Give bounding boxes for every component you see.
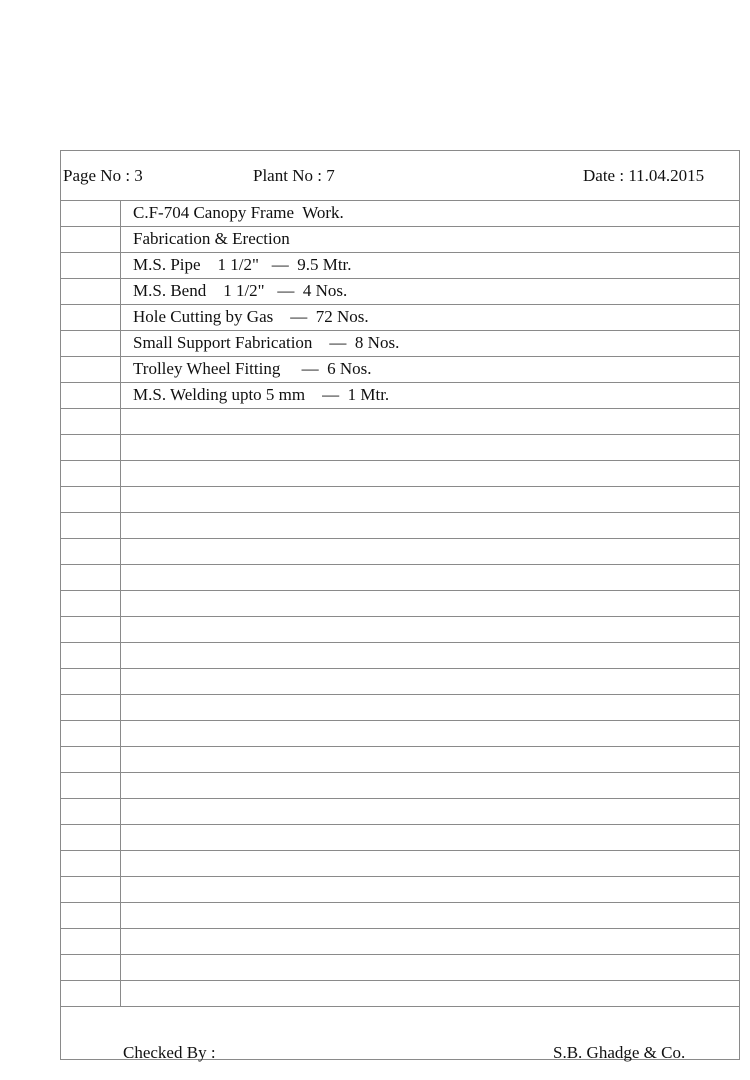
serial-cell <box>61 409 121 434</box>
table-row <box>61 227 739 253</box>
table-row <box>61 591 739 617</box>
table-row <box>61 409 739 435</box>
serial-cell <box>61 617 121 642</box>
serial-cell <box>61 461 121 486</box>
table-row <box>61 903 739 929</box>
table-row <box>61 539 739 565</box>
serial-cell <box>61 513 121 538</box>
sheet-header <box>61 151 739 201</box>
serial-cell <box>61 487 121 512</box>
table-row <box>61 565 739 591</box>
serial-cell <box>61 721 121 746</box>
item-description: Trolley Wheel Fitting — 6 Nos. <box>133 359 372 378</box>
item-description: Small Support Fabrication — 8 Nos. <box>133 333 400 352</box>
work-sheet <box>60 150 740 1060</box>
serial-cell <box>61 903 121 928</box>
serial-cell <box>61 799 121 824</box>
table-row <box>61 825 739 851</box>
table-row <box>61 877 739 903</box>
serial-cell <box>61 435 121 460</box>
table-row <box>61 955 739 981</box>
item-description: C.F-704 Canopy Frame Work. <box>133 203 344 222</box>
table-row <box>61 253 739 279</box>
item-description: Hole Cutting by Gas — 72 Nos. <box>133 307 369 326</box>
serial-cell <box>61 305 121 330</box>
sheet-date: Date : 11.04.2015 <box>583 166 705 185</box>
serial-cell <box>61 955 121 980</box>
table-row <box>61 617 739 643</box>
serial-cell <box>61 643 121 668</box>
table-row <box>61 279 739 305</box>
serial-cell <box>61 669 121 694</box>
serial-cell <box>61 227 121 252</box>
table-row <box>61 747 739 773</box>
table-row <box>61 851 739 877</box>
checked-by-label: Checked By : <box>123 1043 216 1062</box>
table-row <box>61 721 739 747</box>
company-name: S.B. Ghadge & Co. <box>553 1043 686 1062</box>
serial-cell <box>61 279 121 304</box>
serial-cell <box>61 539 121 564</box>
table-row <box>61 357 739 383</box>
table-row <box>61 513 739 539</box>
item-description: M.S. Welding upto 5 mm — 1 Mtr. <box>133 385 390 404</box>
table-row <box>61 695 739 721</box>
table-row <box>61 669 739 695</box>
serial-cell <box>61 773 121 798</box>
table-row <box>61 331 739 357</box>
table-row <box>61 487 739 513</box>
sheet-footer <box>61 981 739 1061</box>
serial-cell <box>61 591 121 616</box>
serial-cell <box>61 695 121 720</box>
item-description: M.S. Bend 1 1/2" — 4 Nos. <box>133 281 348 300</box>
table-row <box>61 201 739 227</box>
serial-cell <box>61 383 121 408</box>
page-number: Page No : 3 <box>63 166 143 185</box>
serial-cell <box>61 929 121 954</box>
serial-cell <box>61 331 121 356</box>
plant-number: Plant No : 7 <box>253 166 335 185</box>
serial-cell <box>61 357 121 382</box>
table-row <box>61 383 739 409</box>
table-row <box>61 435 739 461</box>
table-row <box>61 799 739 825</box>
serial-cell <box>61 253 121 278</box>
serial-cell <box>61 201 121 226</box>
table-row <box>61 773 739 799</box>
serial-cell <box>61 747 121 772</box>
table-row <box>61 929 739 955</box>
item-description: M.S. Pipe 1 1/2" — 9.5 Mtr. <box>133 255 352 274</box>
table-row <box>61 305 739 331</box>
work-items-table <box>61 201 739 1007</box>
table-row <box>61 643 739 669</box>
serial-cell <box>61 877 121 902</box>
item-description: Fabrication & Erection <box>133 229 290 248</box>
serial-cell <box>61 851 121 876</box>
serial-cell <box>61 565 121 590</box>
table-row <box>61 461 739 487</box>
serial-cell <box>61 825 121 850</box>
